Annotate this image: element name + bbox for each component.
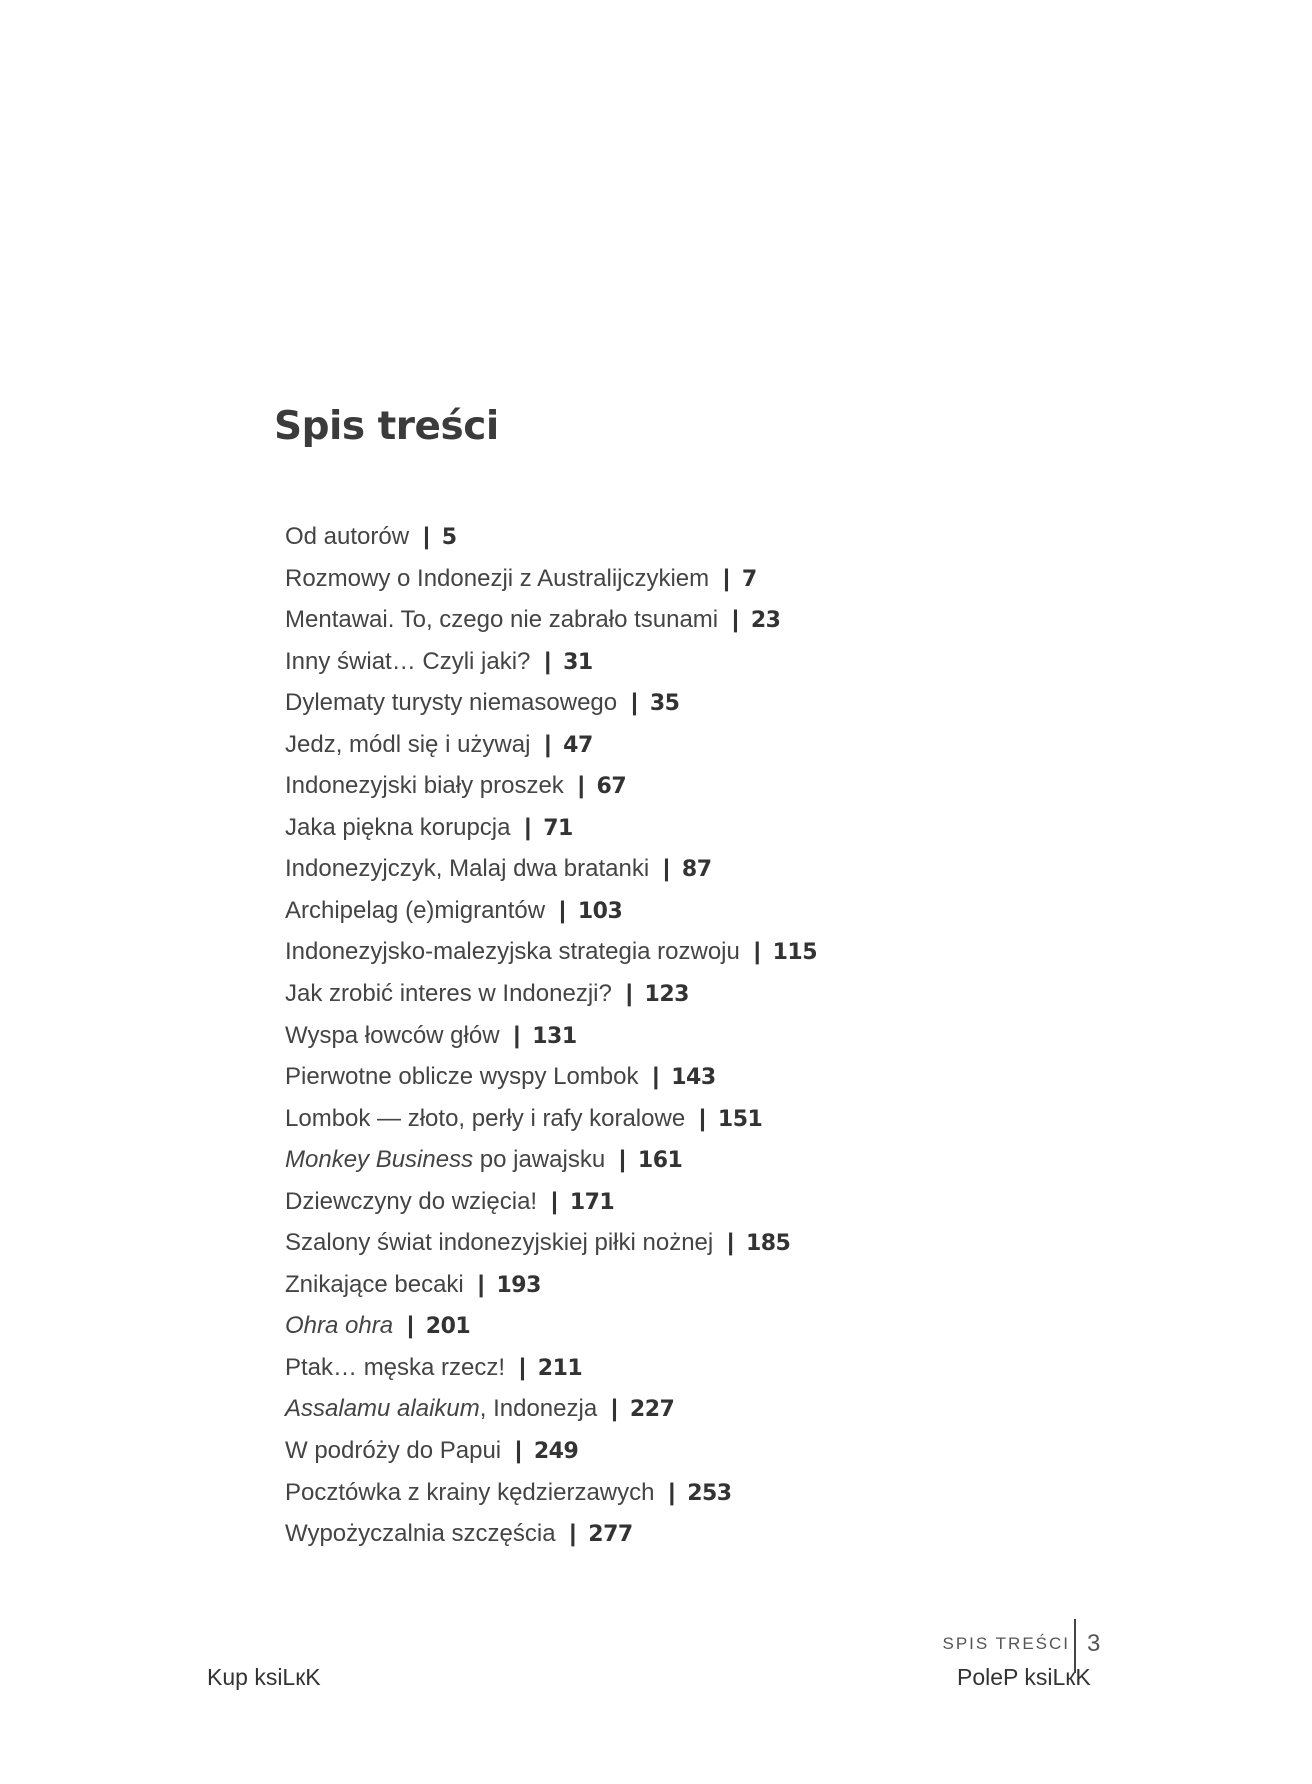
toc-separator: |	[519, 1353, 526, 1381]
toc-entry-title	[285, 731, 530, 758]
toc-page-number: 71	[543, 815, 573, 841]
toc-title-segment: Pocztówka z krainy kędzierzawych	[285, 1478, 655, 1506]
toc-title-segment: , Indonezja	[479, 1395, 598, 1423]
toc-page-number: 227	[629, 1397, 675, 1423]
toc-page-number: 211	[537, 1355, 583, 1381]
toc-entry-title	[285, 980, 612, 1007]
toc-entry-title	[285, 1271, 464, 1298]
toc-title-segment: Wypożyczalnia szczęścia	[285, 1520, 556, 1548]
toc-title-segment: Od autorów	[285, 523, 410, 550]
toc-title-segment: W podróży do Papui	[285, 1437, 502, 1465]
toc-title-segment: Indonezyjski biały proszek	[285, 772, 564, 800]
toc-entry	[285, 973, 817, 1015]
toc-entry-title	[285, 1437, 501, 1464]
toc-title-segment: Mentawai. To, czego nie zabrało tsunami	[285, 606, 719, 634]
toc-separator: |	[513, 1021, 521, 1049]
toc-entry	[285, 1139, 817, 1181]
footer-buy-link[interactable]: Kup ksiLкK	[207, 1664, 321, 1690]
toc-separator: |	[477, 1270, 485, 1298]
toc-separator: |	[668, 1478, 676, 1506]
toc-page-number: 7	[741, 566, 757, 592]
toc-separator: |	[663, 855, 670, 883]
toc-separator: |	[544, 730, 552, 758]
table-of-contents	[285, 516, 817, 1555]
toc-page-number: 123	[644, 982, 689, 1008]
toc-title-segment: Inny świat… Czyli jaki?	[285, 647, 531, 675]
toc-separator: |	[732, 606, 739, 634]
toc-separator: |	[515, 1437, 522, 1465]
toc-page-number: 35	[649, 691, 680, 717]
toc-title-segment: Jak zrobić interes w Indonezji?	[285, 980, 612, 1008]
toc-page-number: 277	[588, 1522, 633, 1548]
toc-entry	[285, 682, 817, 724]
toc-title-segment: Indonezyjsko-malezyjska strategia rozwoju	[285, 938, 740, 966]
footer-recommend-link[interactable]: PoleP ksiLкK	[957, 1664, 1091, 1690]
toc-title-segment: Jedz, módl się i używaj	[285, 730, 531, 758]
toc-title-segment: Rozmowy o Indonezji z Australijczykiem	[285, 564, 710, 592]
toc-page-number: 249	[533, 1439, 579, 1465]
toc-entry-title	[285, 1229, 713, 1256]
toc-page-number: 5	[441, 525, 457, 550]
toc-entry	[285, 599, 817, 641]
toc-separator: |	[577, 772, 585, 800]
toc-entry-title	[285, 1312, 393, 1339]
toc-entry-title	[285, 606, 718, 633]
toc-title-segment: po jawajsku	[473, 1146, 606, 1174]
toc-separator: |	[619, 1146, 626, 1174]
toc-separator: |	[723, 564, 730, 592]
toc-entry-title	[285, 1063, 639, 1090]
toc-separator: |	[699, 1104, 706, 1132]
toc-separator: |	[569, 1520, 577, 1548]
toc-title-segment: Ptak… męska rzecz!	[285, 1353, 506, 1381]
toc-entry	[285, 848, 817, 890]
toc-page-number: 185	[745, 1231, 791, 1257]
toc-title-segment: Dziewczyny do wzięcia!	[285, 1187, 538, 1215]
toc-separator: |	[727, 1229, 734, 1257]
toc-title-segment: Indonezyjczyk, Malaj dwa bratanki	[285, 855, 650, 883]
toc-entry-title	[285, 1188, 537, 1215]
toc-entry-title	[285, 814, 510, 841]
toc-separator: |	[625, 980, 633, 1008]
toc-title-segment: Wyspa łowców głów	[285, 1021, 500, 1049]
toc-entry	[285, 1513, 817, 1555]
toc-separator: |	[544, 647, 552, 675]
toc-entry-title	[285, 523, 409, 550]
toc-page-number: 253	[687, 1480, 732, 1506]
toc-separator: |	[753, 938, 761, 966]
toc-page-number: 161	[637, 1148, 683, 1174]
toc-title-segment: Archipelag (e)migrantów	[285, 896, 546, 924]
toc-title-segment: Assalamu alaikum	[285, 1395, 480, 1423]
toc-page-number: 87	[681, 857, 712, 883]
toc-title-segment: Monkey Business	[285, 1146, 474, 1174]
toc-entry	[285, 1181, 817, 1223]
toc-entry	[285, 931, 817, 973]
toc-entry	[285, 1098, 817, 1140]
toc-page-number: 131	[532, 1023, 577, 1049]
toc-page-number: 151	[717, 1106, 763, 1132]
toc-entry	[285, 516, 817, 558]
toc-page-number: 201	[425, 1314, 471, 1340]
toc-entry	[285, 1264, 817, 1306]
toc-page-number: 23	[750, 608, 781, 634]
toc-entry-title	[285, 1146, 605, 1173]
toc-entry	[285, 1015, 817, 1057]
toc-entry	[285, 1222, 817, 1264]
toc-page-number: 193	[496, 1272, 541, 1298]
toc-entry	[285, 1388, 817, 1430]
toc-page-number: 143	[671, 1065, 716, 1091]
toc-title-segment: Lombok — złoto, perły i rafy koralowe	[285, 1104, 686, 1132]
toc-title-segment: Jaka piękna korupcja	[285, 813, 511, 841]
toc-page-number: 171	[569, 1189, 615, 1215]
toc-entry	[285, 1347, 817, 1389]
toc-separator: |	[524, 813, 532, 841]
toc-entry-title	[285, 1395, 597, 1422]
toc-entry-title	[285, 565, 709, 592]
toc-title-segment: Dylematy turysty niemasowego	[285, 689, 618, 717]
toc-entry-title	[285, 1520, 556, 1547]
toc-entry-title	[285, 772, 564, 799]
toc-entry-title	[285, 1105, 685, 1132]
toc-page-number: 115	[772, 940, 818, 966]
toc-title-segment: Szalony świat indonezyjskiej piłki nożnej	[285, 1229, 714, 1257]
toc-separator: |	[423, 523, 430, 550]
toc-entry-title	[285, 897, 545, 924]
toc-entry	[285, 1305, 817, 1347]
toc-entry-title	[285, 648, 530, 675]
toc-page-number: 67	[596, 774, 627, 800]
toc-separator: |	[631, 689, 638, 717]
toc-entry	[285, 724, 817, 766]
toc-page-number: 47	[563, 732, 593, 758]
toc-page-number: 31	[563, 649, 593, 675]
toc-title-segment: Ohra ohra	[285, 1312, 394, 1340]
toc-entry-title	[285, 689, 617, 716]
toc-entry-title	[285, 855, 649, 882]
toc-entry	[285, 1430, 817, 1472]
toc-separator: |	[652, 1063, 660, 1091]
toc-entry-title	[285, 1479, 654, 1506]
page-title: Spis treści	[274, 404, 499, 450]
toc-entry	[285, 807, 817, 849]
toc-separator: |	[559, 896, 566, 924]
toc-entry	[285, 890, 817, 932]
toc-entry	[285, 1472, 817, 1514]
toc-entry	[285, 765, 817, 807]
toc-entry-title	[285, 1022, 500, 1049]
toc-entry	[285, 558, 817, 600]
toc-entry	[285, 641, 817, 683]
toc-entry-title	[285, 1354, 505, 1381]
running-head: SPIS TREŚCI	[942, 1634, 1070, 1653]
toc-separator: |	[611, 1395, 618, 1423]
toc-entry-title	[285, 938, 740, 965]
toc-entry	[285, 1056, 817, 1098]
page-number: 3	[1087, 1630, 1101, 1657]
toc-title-segment: Znikające becaki	[285, 1270, 464, 1298]
toc-separator: |	[551, 1187, 558, 1215]
toc-title-segment: Pierwotne oblicze wyspy Lombok	[285, 1063, 639, 1091]
toc-separator: |	[407, 1312, 414, 1340]
toc-page-number: 103	[577, 898, 623, 924]
